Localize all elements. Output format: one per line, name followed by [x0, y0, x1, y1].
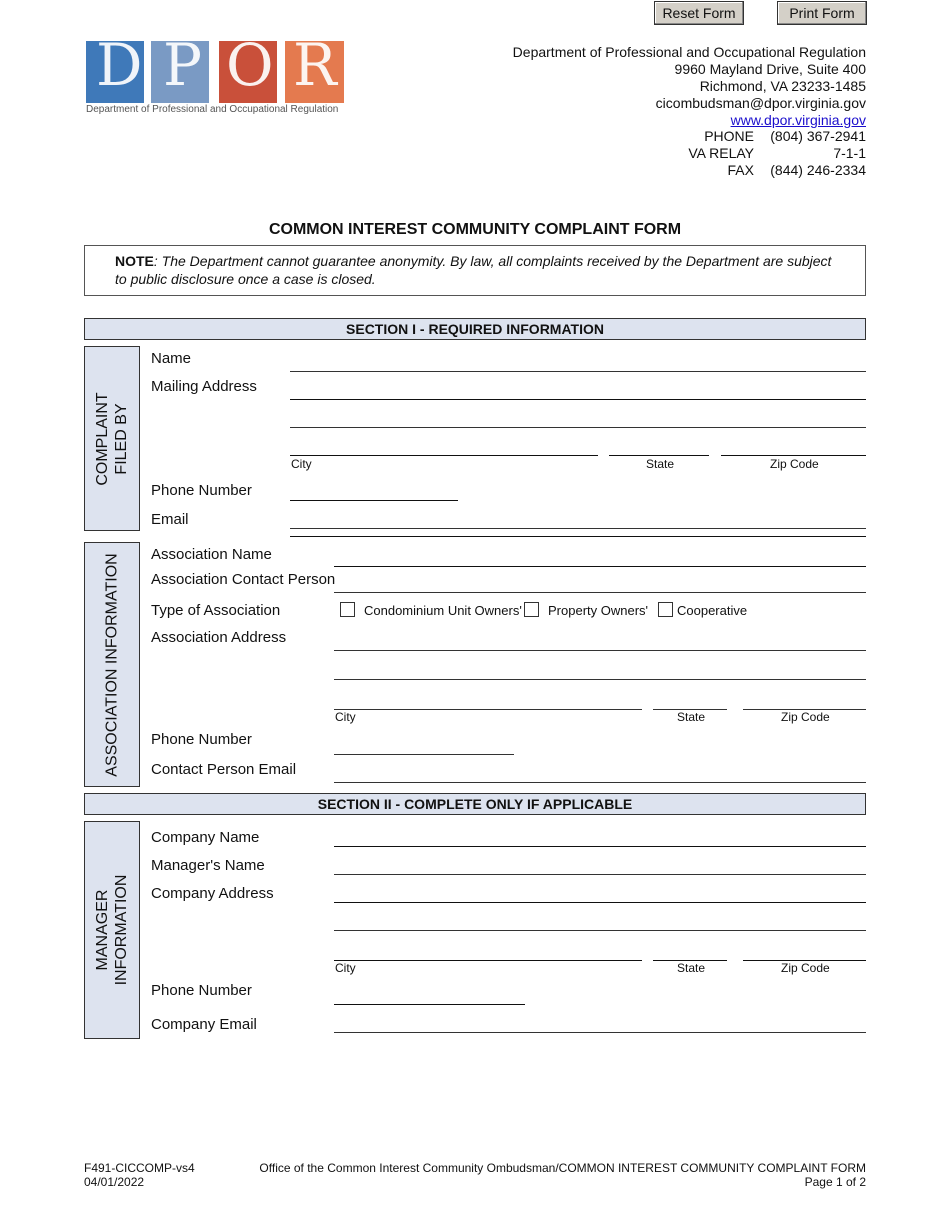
phone-value: (804) 367-2941	[770, 128, 866, 144]
association-type-label: Type of Association	[151, 602, 281, 619]
company-email-label: Company Email	[151, 1016, 257, 1033]
company-address-field-1[interactable]	[334, 902, 866, 903]
manager-side-line1: MANAGER	[94, 889, 111, 971]
form-title: COMMON INTEREST COMMUNITY COMPLAINT FORM	[268, 221, 682, 238]
mailing-address-field-2[interactable]	[290, 427, 866, 428]
footer-page: Page 1 of 2	[804, 1175, 866, 1189]
city-label: City	[291, 457, 312, 471]
property-owners-label: Property Owners'	[548, 603, 649, 618]
property-owners-checkbox[interactable]	[524, 602, 539, 617]
association-name-label: Association Name	[151, 546, 272, 563]
association-contact-field[interactable]	[334, 592, 866, 593]
footer-form-id-block	[84, 1161, 195, 1189]
cooperative-checkbox[interactable]	[658, 602, 673, 617]
company-phone-field[interactable]	[334, 1004, 525, 1005]
condominium-label: Condominium Unit Owners'	[364, 603, 522, 618]
state-field[interactable]	[609, 455, 709, 456]
phone-number-label: Phone Number	[151, 482, 252, 499]
email-label: Email	[151, 511, 189, 528]
association-zip-label: Zip Code	[781, 710, 830, 724]
note-bold: NOTE	[115, 253, 154, 269]
company-state-label: State	[677, 961, 706, 975]
name-field[interactable]	[290, 371, 866, 372]
city-field[interactable]	[290, 455, 598, 456]
association-city-label: City	[335, 710, 356, 724]
agency-name: Department of Professional and Occupational Regulation	[512, 44, 866, 60]
association-email-field[interactable]	[334, 782, 866, 783]
association-phone-field[interactable]	[334, 754, 514, 755]
agency-city-state: Richmond, VA 23233-1485	[699, 78, 866, 94]
association-address-field-2[interactable]	[334, 679, 866, 680]
mailing-address-label: Mailing Address	[151, 378, 257, 395]
association-top-rule	[290, 536, 866, 537]
company-zip-label: Zip Code	[781, 961, 830, 975]
cooperative-label: Cooperative	[677, 603, 748, 618]
company-phone-label: Phone Number	[151, 982, 252, 999]
complaint-filed-by-panel	[84, 346, 140, 531]
relay-label: VA RELAY	[688, 145, 754, 161]
association-address-label: Association Address	[151, 629, 287, 646]
association-information-panel	[84, 542, 140, 787]
phone-number-field[interactable]	[290, 500, 458, 501]
side-line2: FILED BY	[113, 402, 130, 475]
zip-field[interactable]	[721, 455, 866, 456]
manager-name-field[interactable]	[334, 874, 866, 875]
phone-label: PHONE	[704, 128, 754, 144]
company-email-field[interactable]	[334, 1032, 866, 1033]
association-email-label: Contact Person Email	[151, 761, 297, 778]
condominium-checkbox[interactable]	[340, 602, 355, 617]
manager-name-label: Manager's Name	[151, 857, 265, 874]
company-city-label: City	[335, 961, 356, 975]
footer-office: Office of the Common Interest Community Ombudsman/COMMON INTEREST COMMUNITY COMPLAINT FORM	[259, 1161, 866, 1175]
association-contact-label: Association Contact Person	[151, 571, 336, 588]
association-side-label: ASSOCIATION INFORMATION	[103, 552, 121, 777]
mailing-address-field-1[interactable]	[290, 399, 866, 400]
name-label: Name	[151, 350, 192, 367]
association-city-field[interactable]	[334, 709, 642, 710]
email-field[interactable]	[290, 528, 866, 529]
manager-side-line2: INFORMATION	[113, 874, 130, 986]
fax-value: (844) 246-2334	[770, 162, 866, 178]
association-phone-label: Phone Number	[151, 731, 252, 748]
print-form-button[interactable]: Print Form	[777, 1, 867, 25]
company-name-field[interactable]	[334, 846, 866, 847]
agency-street: 9960 Mayland Drive, Suite 400	[674, 61, 866, 77]
association-address-field-1[interactable]	[334, 650, 866, 651]
relay-value: 7-1-1	[833, 145, 866, 161]
agency-website-link[interactable]: www.dpor.virginia.gov	[730, 112, 866, 128]
agency-email: cicombudsman@dpor.virginia.gov	[655, 95, 866, 111]
reset-form-button[interactable]: Reset Form	[654, 1, 744, 25]
section2-header: SECTION II - COMPLETE ONLY IF APPLICABLE	[84, 793, 866, 815]
zip-label: Zip Code	[770, 457, 819, 471]
section1-header: SECTION I - REQUIRED INFORMATION	[84, 318, 866, 340]
note-text: : The Department cannot guarantee anonymity. By law, all complaints received by the Department are subject to public disclosure once a case is closed.	[115, 253, 832, 287]
association-state-label: State	[677, 710, 706, 724]
company-name-label: Company Name	[151, 829, 260, 846]
company-city-field[interactable]	[334, 960, 642, 961]
company-address-field-2[interactable]	[334, 930, 866, 931]
footer-office-block	[259, 1161, 866, 1189]
logo-caption: Department of Professional and Occupational Regulation	[86, 104, 339, 115]
state-label: State	[646, 457, 675, 471]
fax-label: FAX	[727, 162, 754, 178]
footer-form-id: F491-CICCOMP-vs4	[84, 1161, 195, 1175]
side-line1: COMPLAINT	[94, 391, 111, 486]
company-address-label: Company Address	[151, 885, 274, 902]
footer-date: 04/01/2022	[84, 1175, 145, 1189]
manager-information-panel	[84, 821, 140, 1039]
association-name-field[interactable]	[334, 566, 866, 567]
note-box	[84, 245, 866, 296]
